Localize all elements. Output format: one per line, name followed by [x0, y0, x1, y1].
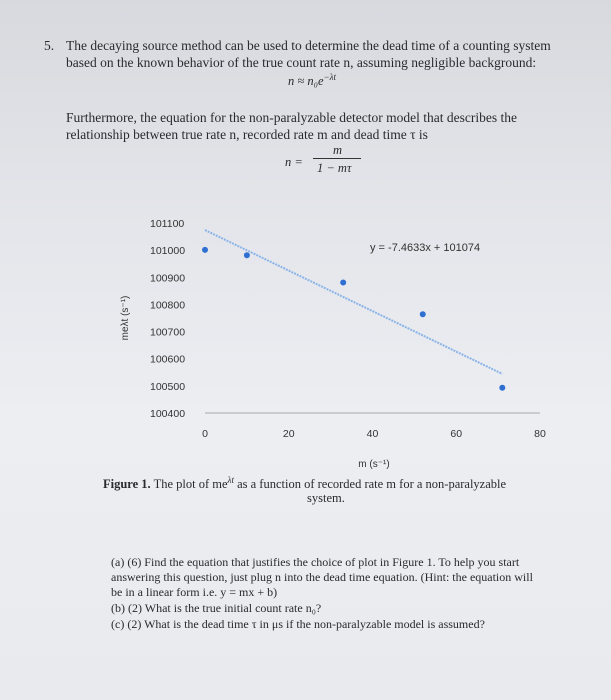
problem-line-2: based on the known behavior of the true count rate n, assuming negligible background:	[66, 55, 537, 70]
x-tick-label: 40	[366, 428, 379, 440]
problem-number: 5.	[44, 38, 55, 53]
paragraph-line-1: Furthermore, the equation for the non-paralyzable detector model that describes the	[66, 110, 517, 125]
y-tick-label: 101100	[150, 218, 185, 230]
y-tick-label: 100800	[150, 299, 186, 312]
data-point	[244, 252, 250, 258]
figure-caption: Figure 1. The plot of $me^{\lambda t}$ as a function of recorded rate m for a non-paralyzable	[103, 475, 507, 492]
data-point	[420, 311, 426, 317]
y-tick-label: 100400	[150, 408, 186, 420]
x-tick-label: 20	[282, 428, 295, 440]
y-tick-label: 100600	[150, 353, 186, 366]
y-tick-label: 100700	[150, 326, 186, 339]
data-point	[499, 385, 505, 391]
scatter-chart	[100, 205, 570, 475]
x-tick-label: 80	[534, 428, 546, 440]
y-tick-label: 100500	[150, 380, 186, 393]
question-a-line-2: answering this question, just plug n into the dead time equation. (Hint: the equation will	[111, 570, 533, 584]
problem-line-1: The decaying source method can be used to determine the dead time of a counting system	[66, 38, 551, 53]
data-point	[202, 247, 208, 253]
question-a-line-3: be in a linear form i.e. y = mx + b)	[111, 585, 278, 599]
y-axis-label: meλt (s⁻¹)	[120, 295, 131, 341]
y-tick-label: 101000	[150, 245, 186, 258]
data-point	[340, 279, 346, 285]
question-a-line-1: (a) (6) Find the equation that justifies the choice of plot in Figure 1. To help you start	[111, 555, 520, 569]
x-axis-label: m (s⁻¹)	[358, 459, 390, 470]
x-tick-label: 0	[202, 428, 208, 440]
y-tick-label: 100900	[150, 272, 186, 285]
paragraph-line-2: relationship between true rate n, recorded rate m and dead time τ is	[66, 127, 428, 142]
question-b: (b) (2) What is the true initial count rate n₀?	[111, 601, 322, 615]
question-c: (c) (2) What is the dead time τ in μs if the non-paralyzable model is assumed?	[111, 617, 485, 631]
x-tick-label: 60	[450, 428, 463, 440]
decay-equation: $n \approx n_0e^{-\lambda t}$	[288, 72, 336, 89]
figure-caption-line-2: system.	[307, 491, 345, 505]
trendline-equation: y = -7.4633x + 101074	[370, 242, 481, 254]
